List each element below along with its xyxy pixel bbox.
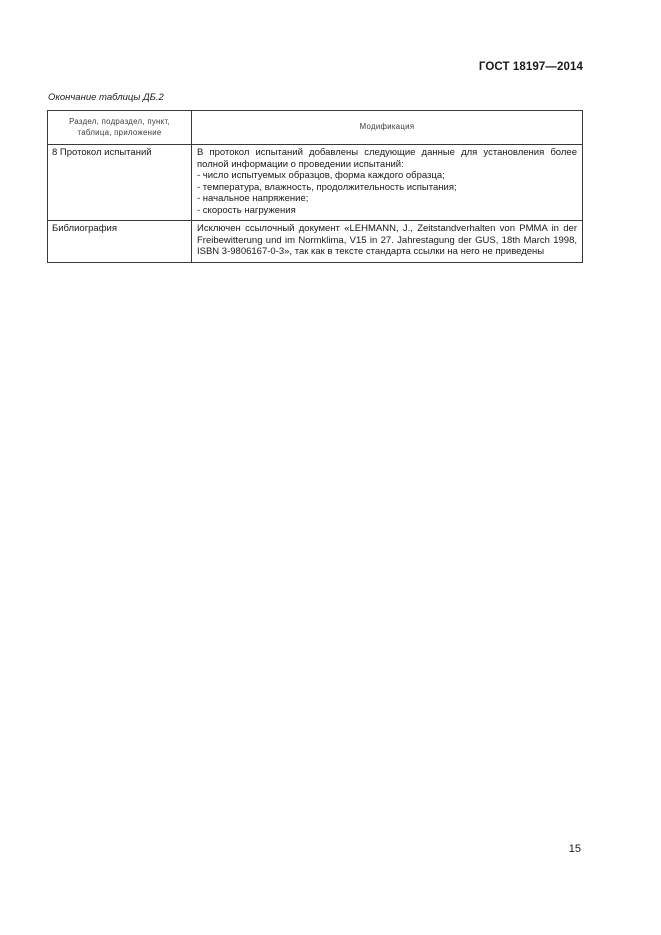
modifications-table [47, 110, 583, 263]
table-header-row [48, 111, 583, 145]
header-modification: Модификация [192, 111, 583, 145]
modification-line: В протокол испытаний добавлены следующие данные для установления более полной информации о проведении испытаний: [197, 147, 577, 170]
row-modification-cell [192, 221, 583, 263]
table-row [48, 145, 583, 221]
header-section: Раздел, подраздел, пункт, таблица, приложение [48, 111, 192, 145]
modification-line: - температура, влажность, продолжительность испытания; [197, 181, 457, 193]
modification-line: Исключен ссылочный документ «LEHMANN, J., Zeitstandverhalten von PMMA in der Freibewitterung und im Normklima, V15 in 27. Jahrestagung der GUS, 18th March 1998, ISBN 3-9806167-0-3», так как в тексте стандарта ссылки на него не приведены [197, 223, 577, 257]
row-modification-cell [192, 145, 583, 221]
table-caption: Окончание таблицы ДБ.2 [48, 92, 164, 103]
modification-line: - число испытуемых образцов, форма каждого образца; [197, 170, 445, 181]
page-number: 15 [568, 843, 581, 855]
modification-line: - начальное напряжение; [197, 193, 309, 204]
table-row [48, 221, 583, 263]
row-section-cell: Библиография [48, 221, 192, 263]
modification-line: - скорость нагружения [197, 204, 296, 216]
row-section-cell: 8 Протокол испытаний [48, 145, 192, 221]
standard-code: ГОСТ 18197—2014 [478, 61, 583, 73]
